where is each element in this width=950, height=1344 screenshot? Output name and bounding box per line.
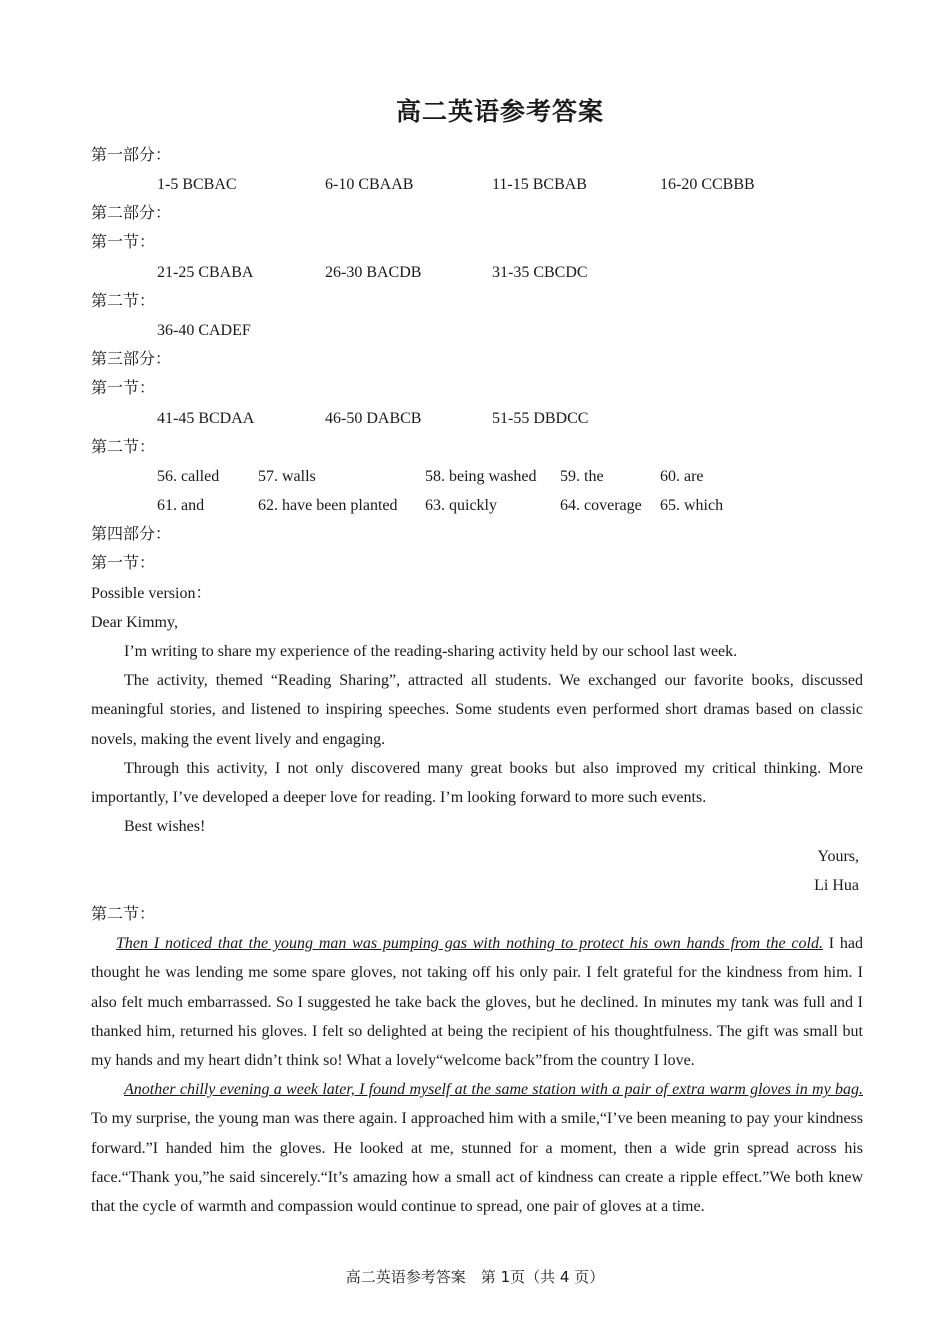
answer-item: 62. have been planted xyxy=(258,497,398,514)
answer-item: 64. coverage xyxy=(560,497,642,514)
part4-section2-label: 第二节： xyxy=(91,906,156,923)
answer-item: 58. being washed xyxy=(425,468,537,485)
part3-section2-label: 第二节： xyxy=(91,439,156,456)
letter-signature: Li Hua xyxy=(814,877,859,894)
part1-label: 第一部分： xyxy=(91,147,172,164)
part4-label: 第四部分： xyxy=(91,526,172,543)
possible-version-label: Possible version： xyxy=(91,585,212,602)
answer-item: 61. and xyxy=(157,497,205,514)
paragraph-text: I had thought he was lending me some spare gloves, not taking off his only pair. I felt grateful for the kindness from him. I also felt much embarrassed. So I suggested he take back the gloves, but he declined. In minutes my tank was full and I thanked him, returned his gloves. I felt so delighted at being the recipient of his thoughtfulness. The gift was small but my hands and my heart didn’t think so! What a lovely“welcome back”from the country I love. xyxy=(91,935,864,1070)
answer-item: 63. quickly xyxy=(425,497,497,514)
letter-paragraph: The activity, themed “Reading Sharing”, attracted all students. We exchanged our favorite books, discussed meaningful stories, and listened to inspiring speeches. Some students even performed short dramas based on classic novels, making the event lively and engaging. xyxy=(91,672,863,748)
letter-paragraph: I’m writing to share my experience of the reading-sharing activity held by our school last week. xyxy=(124,643,738,660)
part4-section1-label: 第一节： xyxy=(91,555,156,572)
given-opening-sentence: Then I noticed that the young man was pumping gas with nothing to protect his own hands from the cold. xyxy=(116,935,823,952)
letter-greeting: Dear Kimmy, xyxy=(91,614,178,631)
part3-section1-label: 第一节： xyxy=(91,380,156,397)
answer-item: 60. are xyxy=(660,468,704,485)
part3-label: 第三部分： xyxy=(91,351,172,368)
part2-section2-label: 第二节： xyxy=(91,293,156,310)
continuation-paragraph-1 xyxy=(91,929,863,1075)
answer-group: 1-5 BCBAC xyxy=(157,176,237,193)
letter-closing: Yours, xyxy=(817,848,859,865)
part2-label: 第二部分： xyxy=(91,205,172,222)
letter-paragraph: Through this activity, I not only discovered many great books but also improved my critical thinking. More importantly, I’ve developed a deeper love for reading. I’m looking forward to more such events. xyxy=(91,760,863,807)
answer-group: 36-40 CADEF xyxy=(157,322,251,339)
answer-group: 21-25 CBABA xyxy=(157,264,254,281)
page-footer: 高二英语参考答案 第 1页（共 4 页） xyxy=(345,1268,605,1286)
paragraph-text: To my surprise, the young man was there again. I approached him with a smile,“I’ve been meaning to pay your kindness forward.”I handed him the gloves. He looked at me, stunned for a moment, then a wide grin spread across his face.“Thank you,”he said sincerely.“It’s amazing how a small act of kindness can create a ripple effect.”We both knew that the cycle of warmth and compassion would continue to spread, one pair of gloves at a time. xyxy=(91,1110,863,1216)
answer-group: 26-30 BACDB xyxy=(325,264,422,281)
answer-group: 6-10 CBAAB xyxy=(325,176,414,193)
answer-item: 59. the xyxy=(560,468,604,485)
answer-item: 57. walls xyxy=(258,468,316,485)
answer-group: 31-35 CBCDC xyxy=(492,264,588,281)
answer-group: 41-45 BCDAA xyxy=(157,410,255,427)
page-title: 高二英语参考答案 xyxy=(395,99,604,126)
answer-group: 51-55 DBDCC xyxy=(492,410,589,427)
answer-group: 11-15 BCBAB xyxy=(492,176,587,193)
part2-section1-label: 第一节： xyxy=(91,234,156,251)
continuation-paragraph-2 xyxy=(91,1075,863,1221)
answer-group: 46-50 DABCB xyxy=(325,410,422,427)
given-opening-sentence: Another chilly evening a week later, I found myself at the same station with a pair of extra warm gloves in my bag. xyxy=(124,1081,863,1098)
answer-item: 56. called xyxy=(157,468,220,485)
answer-item: 65. which xyxy=(660,497,724,514)
answer-group: 16-20 CCBBB xyxy=(660,176,755,193)
letter-closing-wish: Best wishes! xyxy=(124,818,206,835)
